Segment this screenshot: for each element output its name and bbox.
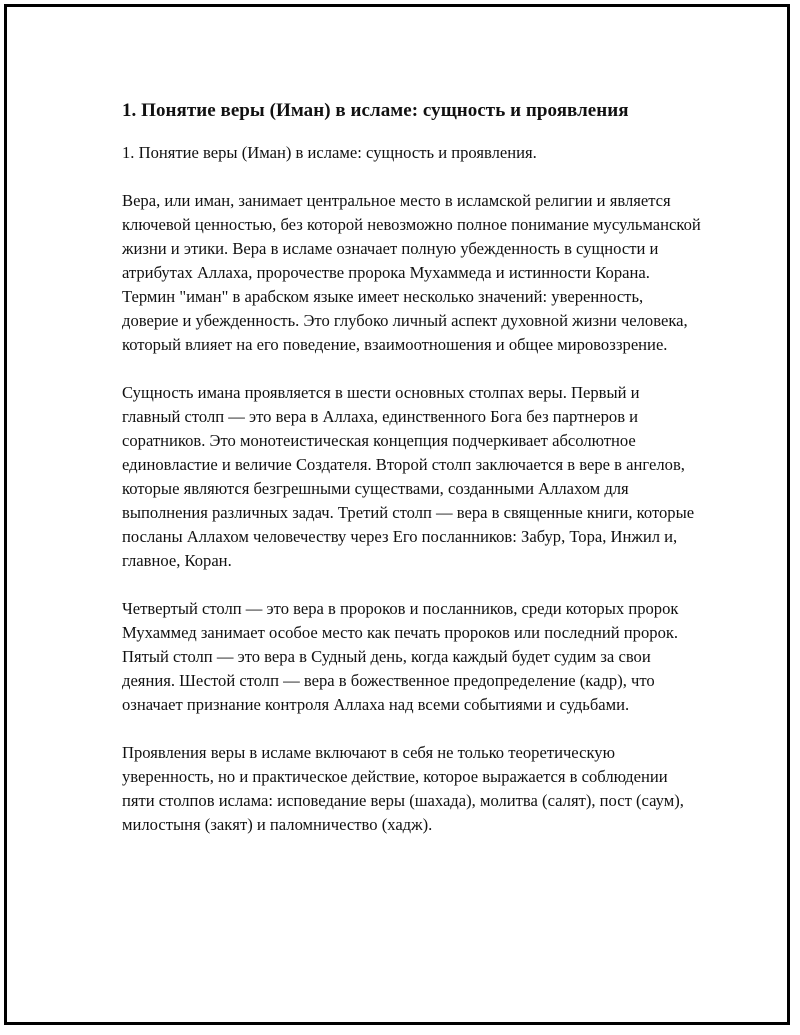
document-page [4, 4, 790, 1025]
paragraph-4: Проявления веры в исламе включают в себя не только теоретическую уверенность, но и практическое действие, которое выражается в соблюдении пяти столпов ислама: исповедание веры (шахада), молитва (салят), пост (саум), милостыня (закят) и паломничество (хадж). [122, 743, 684, 834]
section-subtitle: 1. Понятие веры (Иман) в исламе: сущность и проявления. [122, 143, 537, 162]
page-title: 1. Понятие веры (Иман) в исламе: сущность и проявления [122, 100, 629, 121]
paragraph-2: Сущность имана проявляется в шести основных столпах веры. Первый и главный столп — это вера в Аллаха, единственного Бога без партнеров и соратников. Это монотеистическая концепция подчеркивает абсолютное единовластие и величие Создателя. Второй столп заключается в вере в ангелов, которые являются безгрешными существами, созданными Аллахом для выполнения различных задач. Третий столп — вера в священные книги, которые посланы Аллахом человечеству через Его посланников: Забур, Тора, Инжил и, главное, Коран. [122, 383, 695, 570]
paragraph-3: Четвертый столп — это вера в пророков и посланников, среди которых пророк Мухаммед занимает особое место как печать пророков или последний пророк. Пятый столп — это вера в Судный день, когда каждый будет судим за свои деяния. Шестой столп — вера в божественное предопределение (кадр), что означает признание контроля Аллаха над всеми событиями и судьбами. [122, 599, 679, 714]
paragraph-1: Вера, или иман, занимает центральное место в исламской религии и является ключевой ценностью, без которой невозможно полное понимание мусульманской жизни и этики. Вера в исламе означает полную убежденность в сущности и атрибутах Аллаха, пророчестве пророка Мухаммеда и истинности Корана. Термин "иман" в арабском языке имеет несколько значений: уверенность, доверие и убежденность. Это глубоко личный аспект духовной жизни человека, который влияет на его поведение, взаимоотношения и общее мировоззрение. [122, 191, 701, 354]
document-content [122, 99, 702, 837]
